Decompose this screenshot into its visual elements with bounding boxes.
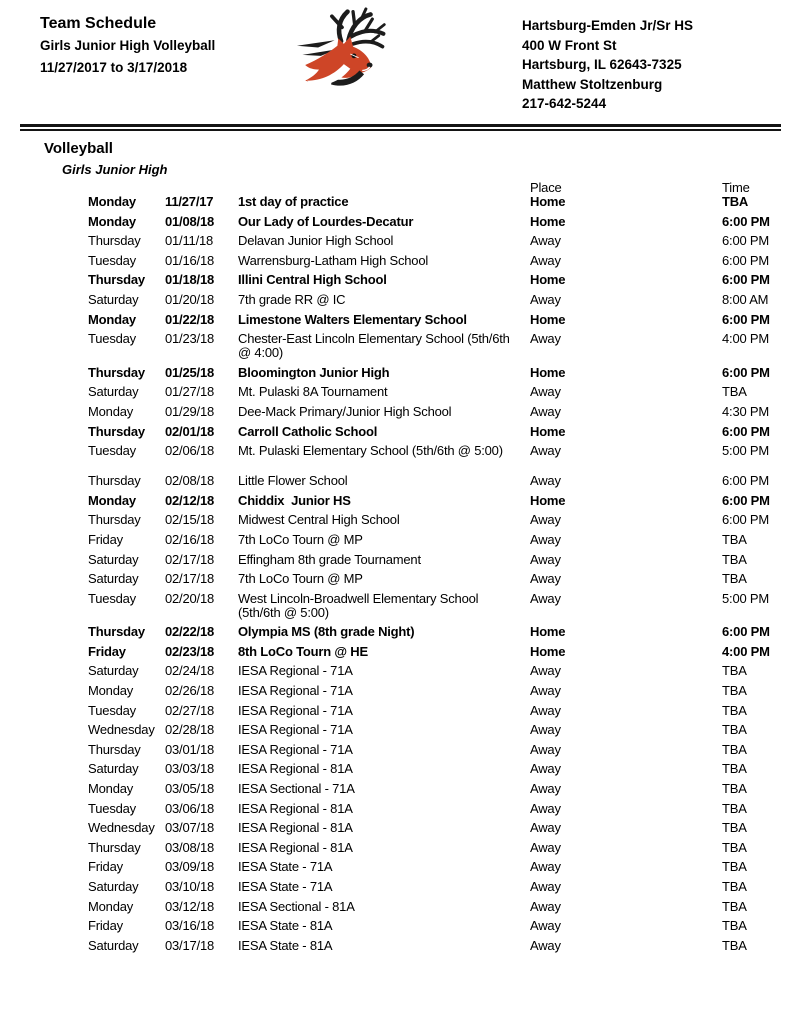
row-day: Saturday [88, 291, 139, 307]
col-header-time: Time [722, 180, 750, 195]
row-event: Mt. Pulaski Elementary School (5th/6th @ 5:00) [238, 443, 503, 459]
row-time: TBA [722, 761, 747, 777]
row-time: 4:00 PM [722, 643, 770, 659]
row-time: TBA [722, 663, 747, 679]
row-date: 01/11/18 [165, 233, 214, 249]
row-place: Away [530, 384, 561, 400]
row-place: Away [530, 252, 561, 268]
row-place: Home [530, 194, 566, 209]
row-event: Carroll Catholic School [238, 423, 378, 439]
row-time: 6:00 PM [722, 364, 770, 380]
row-date: 03/17/18 [165, 937, 215, 953]
row-place: Away [530, 683, 561, 699]
row-day: Tuesday [88, 800, 136, 816]
row-event: Limestone Walters Elementary School [238, 311, 467, 327]
row-place: Away [530, 531, 561, 547]
row-time: 6:00 PM [722, 252, 770, 268]
table-row [0, 405, 800, 419]
row-place: Away [530, 512, 561, 528]
team-heading: Girls Junior High [62, 162, 168, 177]
row-day: Wednesday [88, 820, 155, 836]
table-row [0, 821, 800, 835]
row-time: TBA [722, 551, 747, 567]
row-event: IESA Regional - 71A [238, 702, 353, 718]
table-row [0, 684, 800, 698]
row-day: Thursday [88, 272, 145, 288]
row-time: 8:00 AM [722, 291, 769, 307]
row-event: IESA Regional - 71A [238, 722, 353, 738]
school-city: Hartsburg, IL 62643-7325 [522, 57, 682, 72]
row-day: Friday [88, 643, 126, 659]
row-event: IESA State - 81A [238, 918, 333, 934]
row-date: 03/03/18 [165, 761, 215, 777]
row-event: IESA Sectional - 81A [238, 898, 355, 914]
row-date: 03/10/18 [165, 879, 215, 894]
row-place: Away [530, 859, 561, 875]
table-row [0, 293, 800, 307]
row-time: TBA [722, 937, 747, 953]
row-time: TBA [722, 722, 747, 738]
stag-mascot-logo-icon [296, 6, 388, 102]
row-event: 7th LoCo Tourn @ MP [238, 531, 363, 547]
col-day-spacer [88, 181, 165, 195]
row-day: Thursday [88, 423, 145, 439]
row-time: 6:00 PM [722, 492, 770, 508]
row-time: 6:00 PM [722, 272, 770, 288]
school-phone: 217-642-5244 [522, 96, 607, 111]
row-day: Thursday [88, 512, 141, 528]
row-day: Tuesday [88, 443, 136, 459]
row-event: Dee-Mack Primary/Junior High School [238, 403, 452, 419]
table-row [0, 572, 800, 586]
table-row [0, 273, 800, 287]
row-date: 02/22/18 [165, 624, 215, 640]
table-row [0, 366, 800, 380]
col-header-place: Place [530, 180, 562, 195]
row-day: Saturday [88, 663, 139, 679]
row-place: Home [530, 492, 566, 508]
row-date: 02/08/18 [165, 473, 215, 489]
table-row [0, 802, 800, 816]
row-event: West Lincoln-Broadwell Elementary School (5th/6th @ 5:00) [238, 590, 482, 620]
table-row [0, 782, 800, 796]
table-row [0, 592, 800, 620]
row-day: Wednesday [88, 722, 155, 738]
row-day: Monday [88, 213, 136, 229]
row-day: Monday [88, 403, 134, 419]
table-row [0, 743, 800, 757]
table-row [0, 332, 800, 360]
table-row [0, 254, 800, 268]
row-place: Away [530, 590, 561, 606]
row-date: 02/15/18 [165, 512, 215, 528]
table-body [0, 195, 800, 953]
school-info [522, 16, 693, 114]
row-date: 03/12/18 [165, 898, 215, 914]
table-row [0, 444, 800, 458]
row-date: 03/16/18 [165, 918, 215, 934]
row-day: Tuesday [88, 331, 136, 347]
school-contact: Matthew Stoltzenburg [522, 76, 663, 92]
team-subtitle: Girls Junior High Volleyball [40, 38, 216, 53]
table-row [0, 195, 800, 209]
row-time: TBA [722, 898, 747, 914]
row-date: 01/18/18 [165, 272, 215, 288]
table-row [0, 645, 800, 659]
row-date: 01/23/18 [165, 331, 215, 347]
row-place: Home [530, 423, 566, 439]
row-event: Effingham 8th grade Tournament [238, 551, 421, 567]
row-time: 5:00 PM [722, 590, 770, 606]
row-event: Midwest Central High School [238, 512, 400, 528]
row-date: 03/05/18 [165, 781, 215, 797]
row-date: 02/06/18 [165, 443, 215, 459]
row-place: Away [530, 403, 561, 419]
row-day: Thursday [88, 364, 145, 380]
row-date: 03/09/18 [165, 859, 215, 875]
row-time: 4:00 PM [722, 331, 770, 347]
row-day: Tuesday [88, 252, 136, 268]
row-event: IESA Regional - 81A [238, 761, 353, 777]
row-place: Away [530, 800, 561, 816]
row-event: Chester-East Lincoln Elementary School (5th/6th @ 4:00) [238, 331, 514, 361]
row-place: Away [530, 879, 561, 894]
row-day: Saturday [88, 937, 139, 953]
row-time: 5:00 PM [722, 443, 770, 459]
header-divider [20, 124, 781, 131]
row-place: Home [530, 311, 566, 327]
row-date: 01/16/18 [165, 252, 215, 268]
row-place: Away [530, 291, 561, 307]
row-time: TBA [722, 384, 747, 400]
table-row [0, 919, 800, 933]
row-event: Illini Central High School [238, 272, 387, 288]
row-event: Little Flower School [238, 473, 348, 489]
row-date: 02/17/18 [165, 571, 215, 587]
row-day: Friday [88, 531, 123, 547]
table-row [0, 704, 800, 718]
row-time: 6:00 PM [722, 512, 770, 528]
row-day: Saturday [88, 879, 139, 894]
table-row [0, 860, 800, 874]
row-time: 6:00 PM [722, 624, 770, 640]
row-place: Away [530, 781, 561, 797]
row-time: TBA [722, 781, 747, 797]
row-place: Away [530, 839, 561, 855]
row-place: Home [530, 364, 566, 380]
row-day: Thursday [88, 473, 141, 489]
row-event: IESA State - 81A [238, 937, 333, 953]
school-name: Hartsburg-Emden Jr/Sr HS [522, 18, 694, 33]
row-day: Tuesday [88, 590, 136, 606]
row-event: IESA Regional - 81A [238, 820, 353, 836]
table-row [0, 494, 800, 508]
row-place: Away [530, 443, 561, 459]
row-date: 02/24/18 [165, 663, 215, 679]
row-event: Warrensburg-Latham High School [238, 252, 429, 268]
row-date: 03/01/18 [165, 741, 215, 757]
row-time: 6:00 PM [722, 311, 770, 327]
table-row [0, 313, 800, 327]
row-place: Away [530, 820, 561, 836]
row-place: Home [530, 643, 566, 659]
row-place: Away [530, 937, 561, 953]
row-time: TBA [722, 702, 747, 718]
row-date: 03/07/18 [165, 820, 215, 836]
col-event-spacer [238, 181, 530, 195]
row-event: 1st day of practice [238, 194, 349, 209]
row-place: Away [530, 761, 561, 777]
row-place: Away [530, 741, 561, 757]
table-row [0, 215, 800, 229]
row-event: IESA Regional - 71A [238, 663, 353, 679]
row-day: Friday [88, 859, 123, 875]
row-place: Away [530, 331, 561, 347]
row-date: 01/22/18 [165, 311, 215, 327]
row-place: Home [530, 213, 566, 229]
row-place: Home [530, 624, 566, 640]
row-place: Away [530, 571, 561, 587]
row-day: Thursday [88, 624, 145, 640]
date-range: 11/27/2017 to 3/17/2018 [40, 60, 188, 75]
row-day: Monday [88, 311, 136, 327]
row-event: 8th LoCo Tourn @ HE [238, 643, 368, 659]
sport-heading: Volleyball [44, 140, 113, 157]
row-date: 02/26/18 [165, 683, 215, 699]
row-event: 7th LoCo Tourn @ MP [238, 571, 363, 587]
row-place: Away [530, 702, 561, 718]
row-event: IESA Regional - 71A [238, 741, 353, 757]
row-event: IESA Regional - 81A [238, 800, 353, 816]
row-date: 11/27/17 [165, 194, 214, 209]
row-time: TBA [722, 800, 747, 816]
row-day: Thursday [88, 839, 141, 855]
table-row [0, 723, 800, 737]
row-day: Friday [88, 918, 123, 934]
row-day: Monday [88, 492, 136, 508]
row-time: TBA [722, 741, 747, 757]
row-event: Chiddix Junior HS [238, 492, 351, 508]
row-day: Saturday [88, 551, 139, 567]
page-title: Team Schedule [40, 15, 157, 32]
table-row [0, 234, 800, 248]
table-row [0, 385, 800, 399]
row-event: Mt. Pulaski 8A Tournament [238, 384, 388, 400]
row-day: Monday [88, 898, 134, 914]
row-day: Monday [88, 194, 136, 209]
row-date: 02/27/18 [165, 702, 215, 718]
table-header-row [0, 181, 800, 195]
row-date: 03/06/18 [165, 800, 215, 816]
row-time: 6:00 PM [722, 473, 770, 489]
table-row [0, 513, 800, 527]
table-row [0, 900, 800, 914]
row-event: 7th grade RR @ IC [238, 291, 346, 307]
row-event: Delavan Junior High School [238, 233, 394, 249]
table-row [0, 880, 800, 894]
row-time: TBA [722, 531, 747, 547]
header-left [40, 14, 215, 78]
row-day: Saturday [88, 384, 139, 400]
row-date: 01/20/18 [165, 291, 215, 307]
col-date-spacer [165, 181, 238, 195]
schedule-table [0, 181, 800, 958]
row-time: TBA [722, 918, 747, 934]
row-time: TBA [722, 683, 747, 699]
row-date: 02/16/18 [165, 531, 215, 547]
row-date: 01/25/18 [165, 364, 215, 380]
table-row [0, 553, 800, 567]
table-row [0, 533, 800, 547]
row-time: TBA [722, 879, 747, 894]
row-date: 02/12/18 [165, 492, 215, 508]
row-time: TBA [722, 839, 747, 855]
row-place: Away [530, 898, 561, 914]
table-row [0, 664, 800, 678]
row-place: Home [530, 272, 566, 288]
row-time: TBA [722, 571, 747, 587]
row-place: Away [530, 473, 561, 489]
row-time: TBA [722, 820, 747, 836]
row-day: Monday [88, 683, 134, 699]
row-date: 02/17/18 [165, 551, 215, 567]
table-row [0, 625, 800, 639]
row-day: Saturday [88, 571, 139, 587]
row-date: 01/08/18 [165, 213, 215, 229]
row-place: Away [530, 918, 561, 934]
row-time: 4:30 PM [722, 403, 770, 419]
row-date: 01/27/18 [165, 384, 215, 400]
row-day: Tuesday [88, 702, 136, 718]
row-event: Bloomington Junior High [238, 364, 390, 380]
row-day: Thursday [88, 741, 141, 757]
row-date: 02/28/18 [165, 722, 215, 738]
row-date: 02/01/18 [165, 423, 215, 439]
row-day: Thursday [88, 233, 141, 249]
row-place: Away [530, 722, 561, 738]
table-row [0, 474, 800, 488]
table-row [0, 939, 800, 953]
table-row [0, 841, 800, 855]
row-day: Monday [88, 781, 134, 797]
row-event: IESA State - 71A [238, 879, 333, 894]
row-event: Olympia MS (8th grade Night) [238, 624, 415, 640]
row-time: 6:00 PM [722, 423, 770, 439]
row-event: IESA State - 71A [238, 859, 333, 875]
table-row [0, 762, 800, 776]
row-place: Away [530, 663, 561, 679]
row-time: 6:00 PM [722, 233, 770, 249]
row-time: TBA [722, 859, 747, 875]
row-time: TBA [722, 194, 749, 209]
school-street: 400 W Front St [522, 37, 617, 53]
row-event: Our Lady of Lourdes-Decatur [238, 213, 414, 229]
row-event: IESA Regional - 81A [238, 839, 353, 855]
row-event: IESA Sectional - 71A [238, 781, 355, 797]
row-date: 02/20/18 [165, 590, 215, 606]
row-place: Away [530, 233, 561, 249]
row-date: 01/29/18 [165, 403, 215, 419]
row-event: IESA Regional - 71A [238, 683, 353, 699]
row-day: Saturday [88, 761, 139, 777]
table-row [0, 425, 800, 439]
row-date: 02/23/18 [165, 643, 215, 659]
row-place: Away [530, 551, 561, 567]
row-date: 03/08/18 [165, 839, 215, 855]
row-time: 6:00 PM [722, 213, 770, 229]
